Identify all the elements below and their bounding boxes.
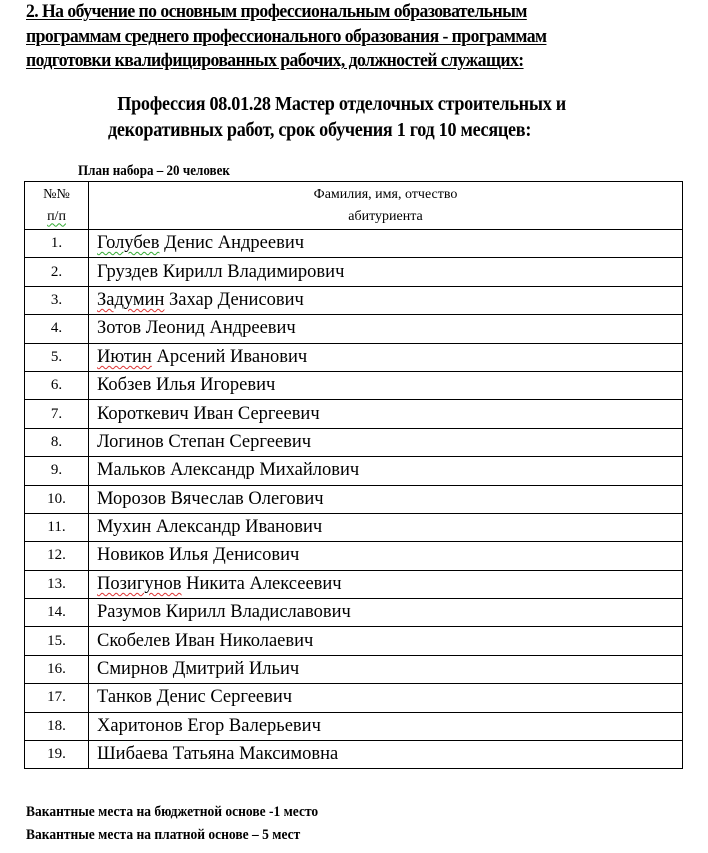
table-row [25, 627, 683, 655]
row-number: 7. [25, 400, 89, 428]
table-row [25, 428, 683, 456]
applicant-given-names: Степан Сергеевич [163, 431, 312, 452]
table-row [25, 286, 683, 314]
row-number: 17. [25, 684, 89, 712]
table-header-row [25, 182, 683, 230]
applicant-surname: Разумов [97, 602, 162, 623]
table-row [25, 485, 683, 513]
profession-line-1: Профессия 08.01.28 Мастер отделочных строительных и [117, 94, 566, 115]
row-number: 4. [25, 315, 89, 343]
row-number: 13. [25, 570, 89, 598]
applicant-name [89, 741, 683, 769]
applicant-name [89, 230, 683, 258]
applicant-given-names: Дмитрий Ильич [168, 659, 300, 680]
applicant-given-names: Захар Денисович [164, 289, 304, 310]
applicant-surname: Груздев [97, 261, 159, 282]
table-row [25, 542, 683, 570]
applicant-given-names: Денис Андреевич [159, 233, 305, 254]
heading-line-2: программам среднего профессионального образования - программам [26, 25, 547, 47]
applicant-name [89, 542, 683, 570]
applicant-surname: Позигунов [97, 573, 182, 594]
applicant-given-names: Арсений Иванович [151, 346, 308, 367]
applicant-surname: Иютин [97, 346, 152, 367]
applicant-given-names: Александр Михайлович [165, 460, 360, 481]
applicant-given-names: Егор Валерьевич [182, 715, 321, 736]
table-row [25, 684, 683, 712]
applicant-name [89, 258, 683, 286]
applicant-name [89, 286, 683, 314]
paid-vacancies: Вакантные места на платной основе – 5 мест [26, 827, 301, 843]
profession-line-2: декоративных работ, срок обучения 1 год 10 месяцев: [108, 120, 532, 141]
applicant-name [89, 371, 683, 399]
applicant-surname: Логинов [97, 431, 164, 452]
applicant-surname: Мальков [97, 460, 166, 481]
row-number: 5. [25, 343, 89, 371]
applicant-given-names: Иван Сергеевич [188, 403, 320, 424]
applicant-surname: Кобзев [97, 375, 152, 396]
row-number: 6. [25, 371, 89, 399]
applicant-surname: Смирнов [97, 659, 169, 680]
applicant-name [89, 655, 683, 683]
table-row [25, 457, 683, 485]
applicants-table [24, 181, 683, 769]
row-number: 19. [25, 741, 89, 769]
budget-vacancies: Вакантные места на бюджетной основе -1 место [26, 804, 319, 820]
applicant-given-names: Татьяна Максимовна [168, 744, 339, 765]
applicant-name [89, 627, 683, 655]
applicant-surname: Шибаева [97, 744, 169, 765]
row-number: 1. [25, 230, 89, 258]
applicant-surname: Голубев [97, 233, 160, 254]
column-header-number: №№ п/п [25, 182, 89, 230]
table-row [25, 230, 683, 258]
row-number: 15. [25, 627, 89, 655]
applicant-surname: Мухин [97, 517, 152, 538]
applicant-given-names: Илья Игоревич [151, 375, 276, 396]
applicant-name [89, 684, 683, 712]
applicant-name [89, 513, 683, 541]
applicant-name [89, 343, 683, 371]
section-heading [26, 0, 649, 74]
applicant-surname: Морозов [97, 488, 166, 509]
column-header-name: Фамилия, имя, отчество абитуриента [89, 182, 683, 230]
applicant-given-names: Иван Николаевич [170, 630, 314, 651]
table-row [25, 599, 683, 627]
applicant-surname: Зотов [97, 318, 142, 339]
row-number: 18. [25, 712, 89, 740]
table-row [25, 258, 683, 286]
row-number: 14. [25, 599, 89, 627]
row-number: 11. [25, 513, 89, 541]
row-number: 9. [25, 457, 89, 485]
applicant-surname: Короткевич [97, 403, 189, 424]
applicant-name [89, 400, 683, 428]
applicant-surname: Новиков [97, 545, 165, 566]
admission-plan: План набора – 20 человек [78, 163, 230, 179]
applicant-name [89, 457, 683, 485]
heading-line-3: подготовки квалифицированных рабочих, должностей служащих: [26, 50, 524, 71]
table-row [25, 513, 683, 541]
applicant-name [89, 315, 683, 343]
heading-line-1: 2. На обучение по основным профессиональным образовательным [26, 1, 527, 22]
table-row [25, 570, 683, 598]
applicant-given-names: Леонид Андреевич [141, 318, 296, 339]
applicant-given-names: Илья Денисович [164, 545, 300, 566]
table-row [25, 655, 683, 683]
row-number: 16. [25, 655, 89, 683]
applicant-surname: Харитонов [97, 715, 183, 736]
table-row [25, 712, 683, 740]
applicant-name [89, 428, 683, 456]
row-number: 10. [25, 485, 89, 513]
applicant-given-names: Вячеслав Олегович [165, 488, 324, 509]
row-number: 12. [25, 542, 89, 570]
row-number: 8. [25, 428, 89, 456]
applicant-name [89, 570, 683, 598]
row-number: 2. [25, 258, 89, 286]
applicant-surname: Скобелев [97, 630, 171, 651]
table-row [25, 315, 683, 343]
applicant-name [89, 599, 683, 627]
applicant-given-names: Кирилл Владимирович [158, 261, 345, 282]
applicant-name [89, 712, 683, 740]
applicant-given-names: Кирилл Владиславович [161, 602, 351, 623]
table-row [25, 400, 683, 428]
table-row [25, 371, 683, 399]
applicant-given-names: Александр Иванович [151, 517, 323, 538]
applicant-name [89, 485, 683, 513]
applicant-given-names: Никита Алексеевич [181, 573, 342, 594]
applicant-given-names: Денис Сергеевич [152, 687, 293, 708]
applicant-surname: Задумин [97, 289, 165, 310]
applicant-surname: Танков [97, 687, 152, 708]
profession-title [108, 92, 666, 144]
vacancies-summary [26, 801, 318, 847]
row-number: 3. [25, 286, 89, 314]
table-row [25, 741, 683, 769]
table-row [25, 343, 683, 371]
